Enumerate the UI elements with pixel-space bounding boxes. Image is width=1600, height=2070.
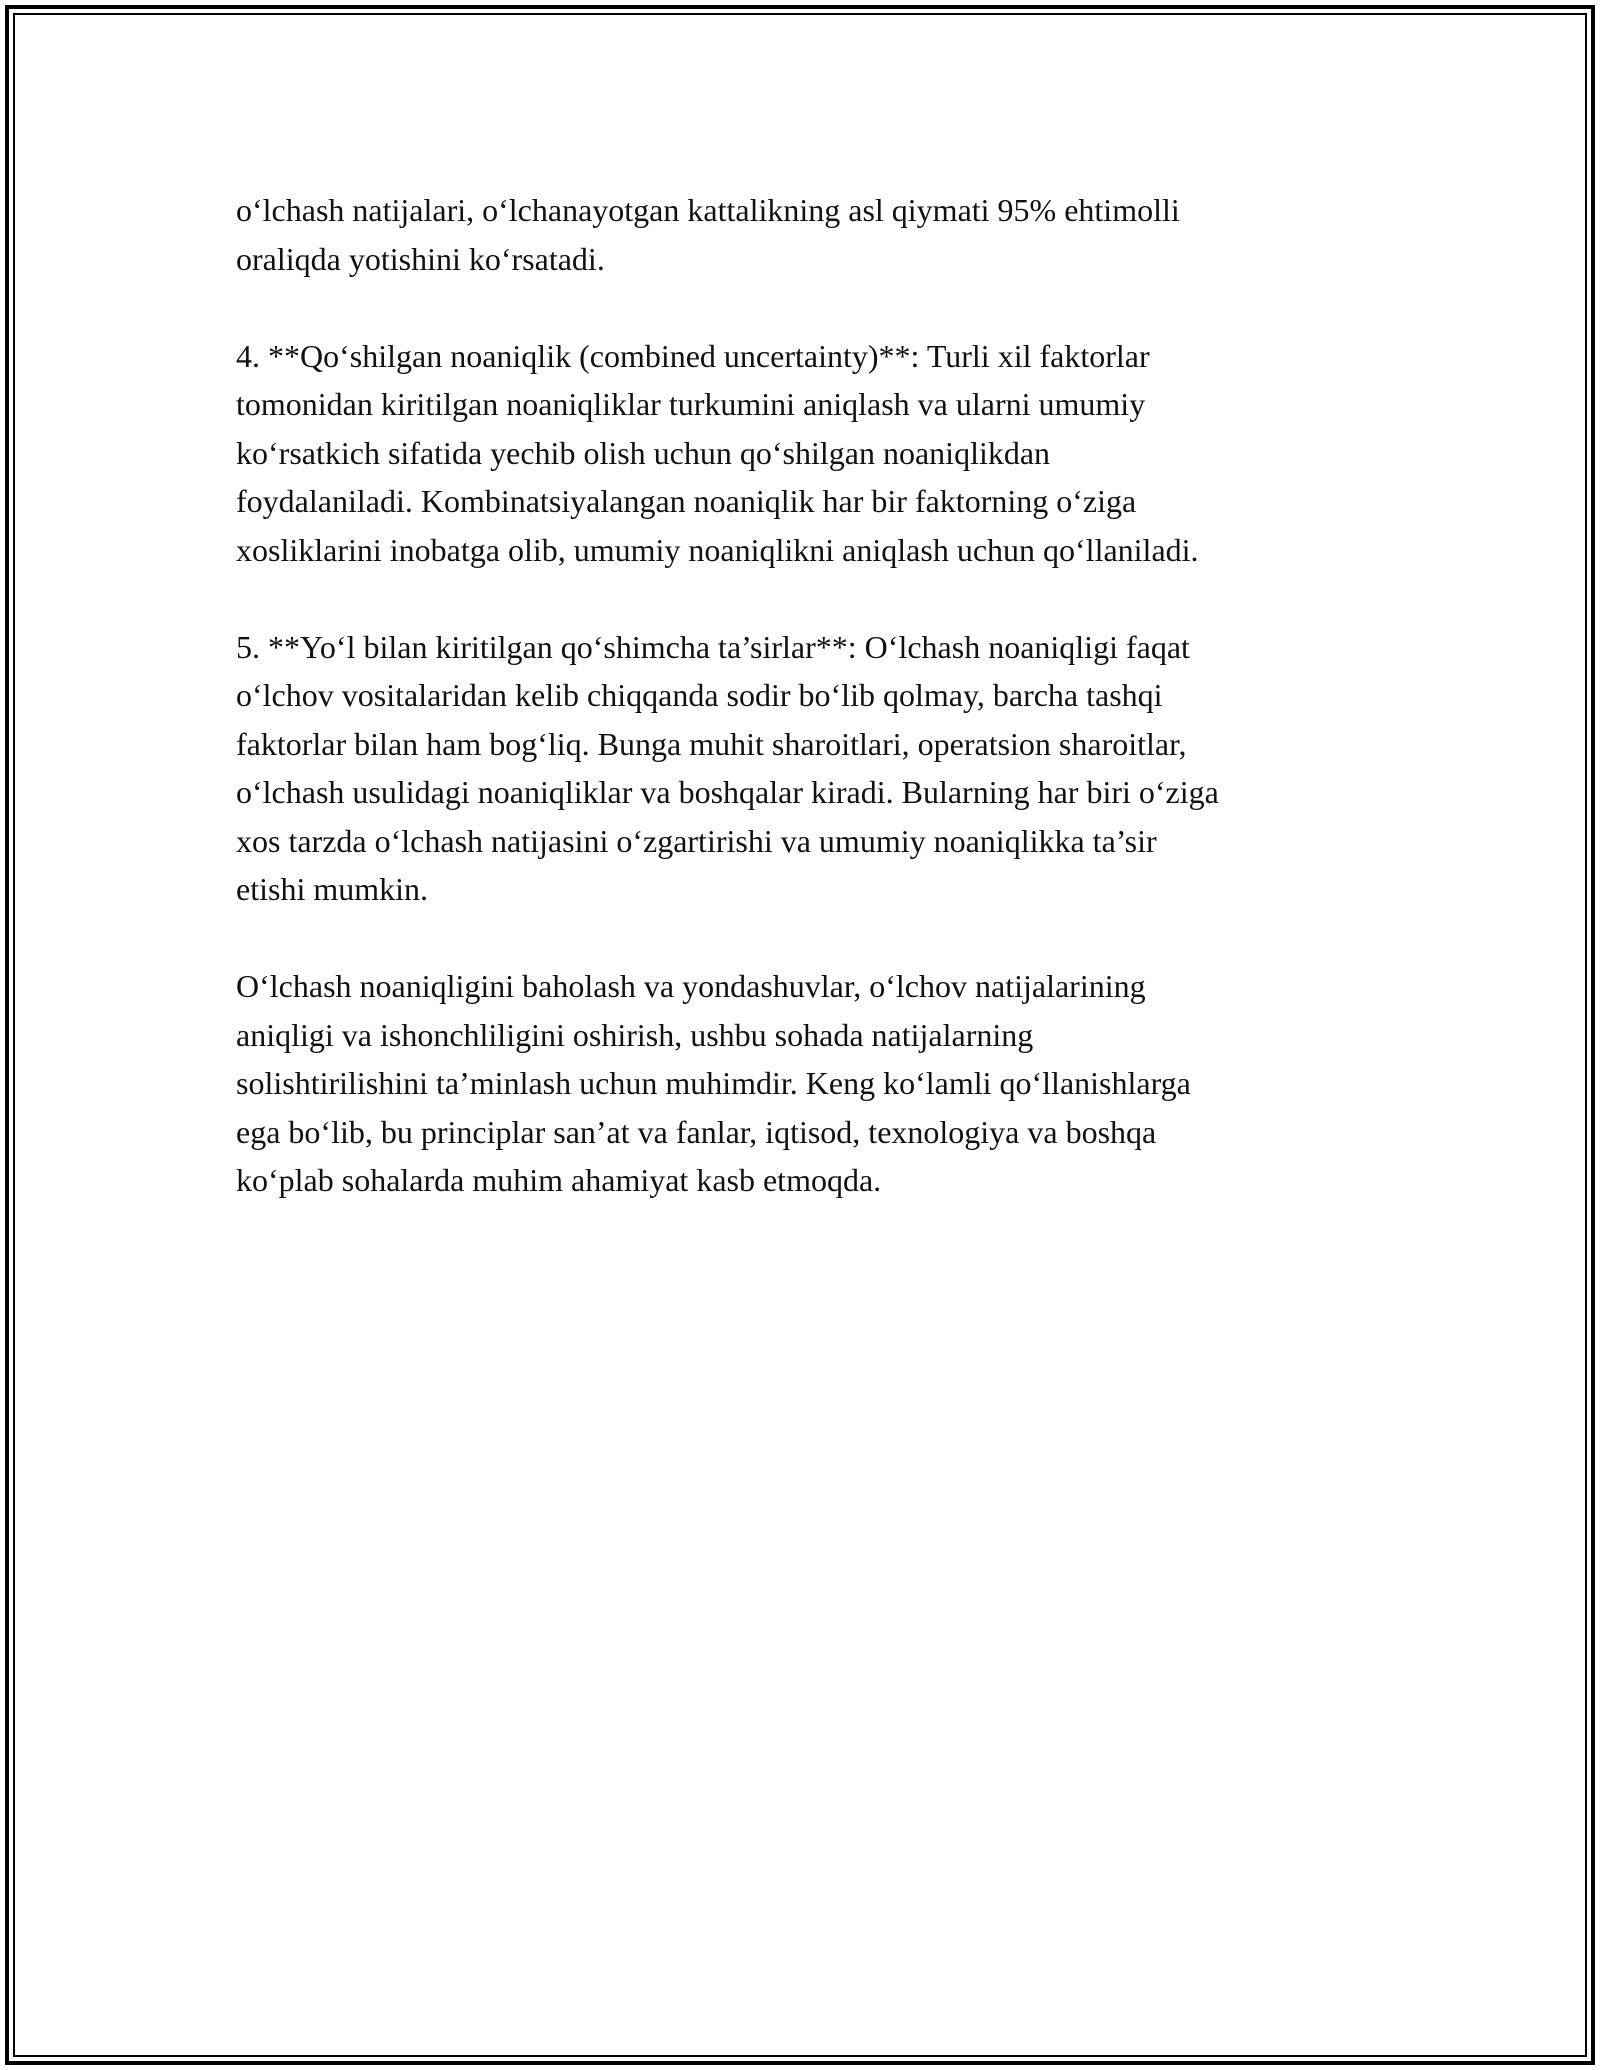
paragraph-intro xyxy=(236,186,1386,283)
text-line: oraliqda yotishini ko‘rsatadi. xyxy=(236,240,605,277)
text-line: foydalaniladi. Kombinatsiyalangan noaniqlik har bir faktorning o‘ziga xyxy=(236,483,1137,519)
text-line: o‘lchash natijalari, o‘lchanayotgan kattalikning asl qiymati 95% ehtimolli xyxy=(236,192,1180,228)
text-line: xosliklarini inobatga olib, umumiy noaniqlikni aniqlash uchun qo‘llaniladi. xyxy=(236,531,1199,568)
text-line: xos tarzda o‘lchash natijasini o‘zgartirishi va umumiy noaniqlikka ta’sir xyxy=(236,822,1157,859)
text-line: solishtirilishini ta’minlash uchun muhimdir. Keng ko‘lamli qo‘llanishlarga xyxy=(236,1065,1191,1101)
text-line: aniqligi va ishonchliligini oshirish, ushbu sohada natijalarning xyxy=(236,1016,1034,1053)
paragraph-item-4 xyxy=(236,332,1386,575)
paragraph-conclusion xyxy=(236,962,1386,1205)
text-line: 5. **Yo‘l bilan kiritilgan qo‘shimcha ta’sirlar**: O‘lchash noaniqligi faqat xyxy=(236,628,1190,665)
text-line: tomonidan kiritilgan noaniqliklar turkumini aniqlash va ularni umumiy xyxy=(236,386,1146,422)
text-line: o‘lchov vositalaridan kelib chiqqanda sodir bo‘lib qolmay, barcha tashqi xyxy=(236,677,1163,713)
text-line: ko‘rsatkich sifatida yechib olish uchun qo‘shilgan noaniqlikdan xyxy=(236,434,1051,471)
paragraph-item-5 xyxy=(236,623,1386,914)
text-line: ega bo‘lib, bu principlar san’at va fanlar, iqtisod, texnologiya va boshqa xyxy=(236,1113,1157,1150)
text-line: etishi mumkin. xyxy=(236,871,428,907)
text-line: 4. **Qo‘shilgan noaniqlik (combined uncertainty)**: Turli xil faktorlar xyxy=(236,337,1150,374)
document-body xyxy=(236,186,1386,1205)
text-line: faktorlar bilan ham bog‘liq. Bunga muhit sharoitlari, operatsion sharoitlar, xyxy=(236,725,1187,762)
text-line: o‘lchash usulidagi noaniqliklar va boshqalar kiradi. Bularning har biri o‘ziga xyxy=(236,774,1219,810)
text-line: ko‘plab sohalarda muhim ahamiyat kasb etmoqda. xyxy=(236,1162,882,1198)
text-line: O‘lchash noaniqligini baholash va yondashuvlar, o‘lchov natijalarining xyxy=(236,968,1146,1004)
